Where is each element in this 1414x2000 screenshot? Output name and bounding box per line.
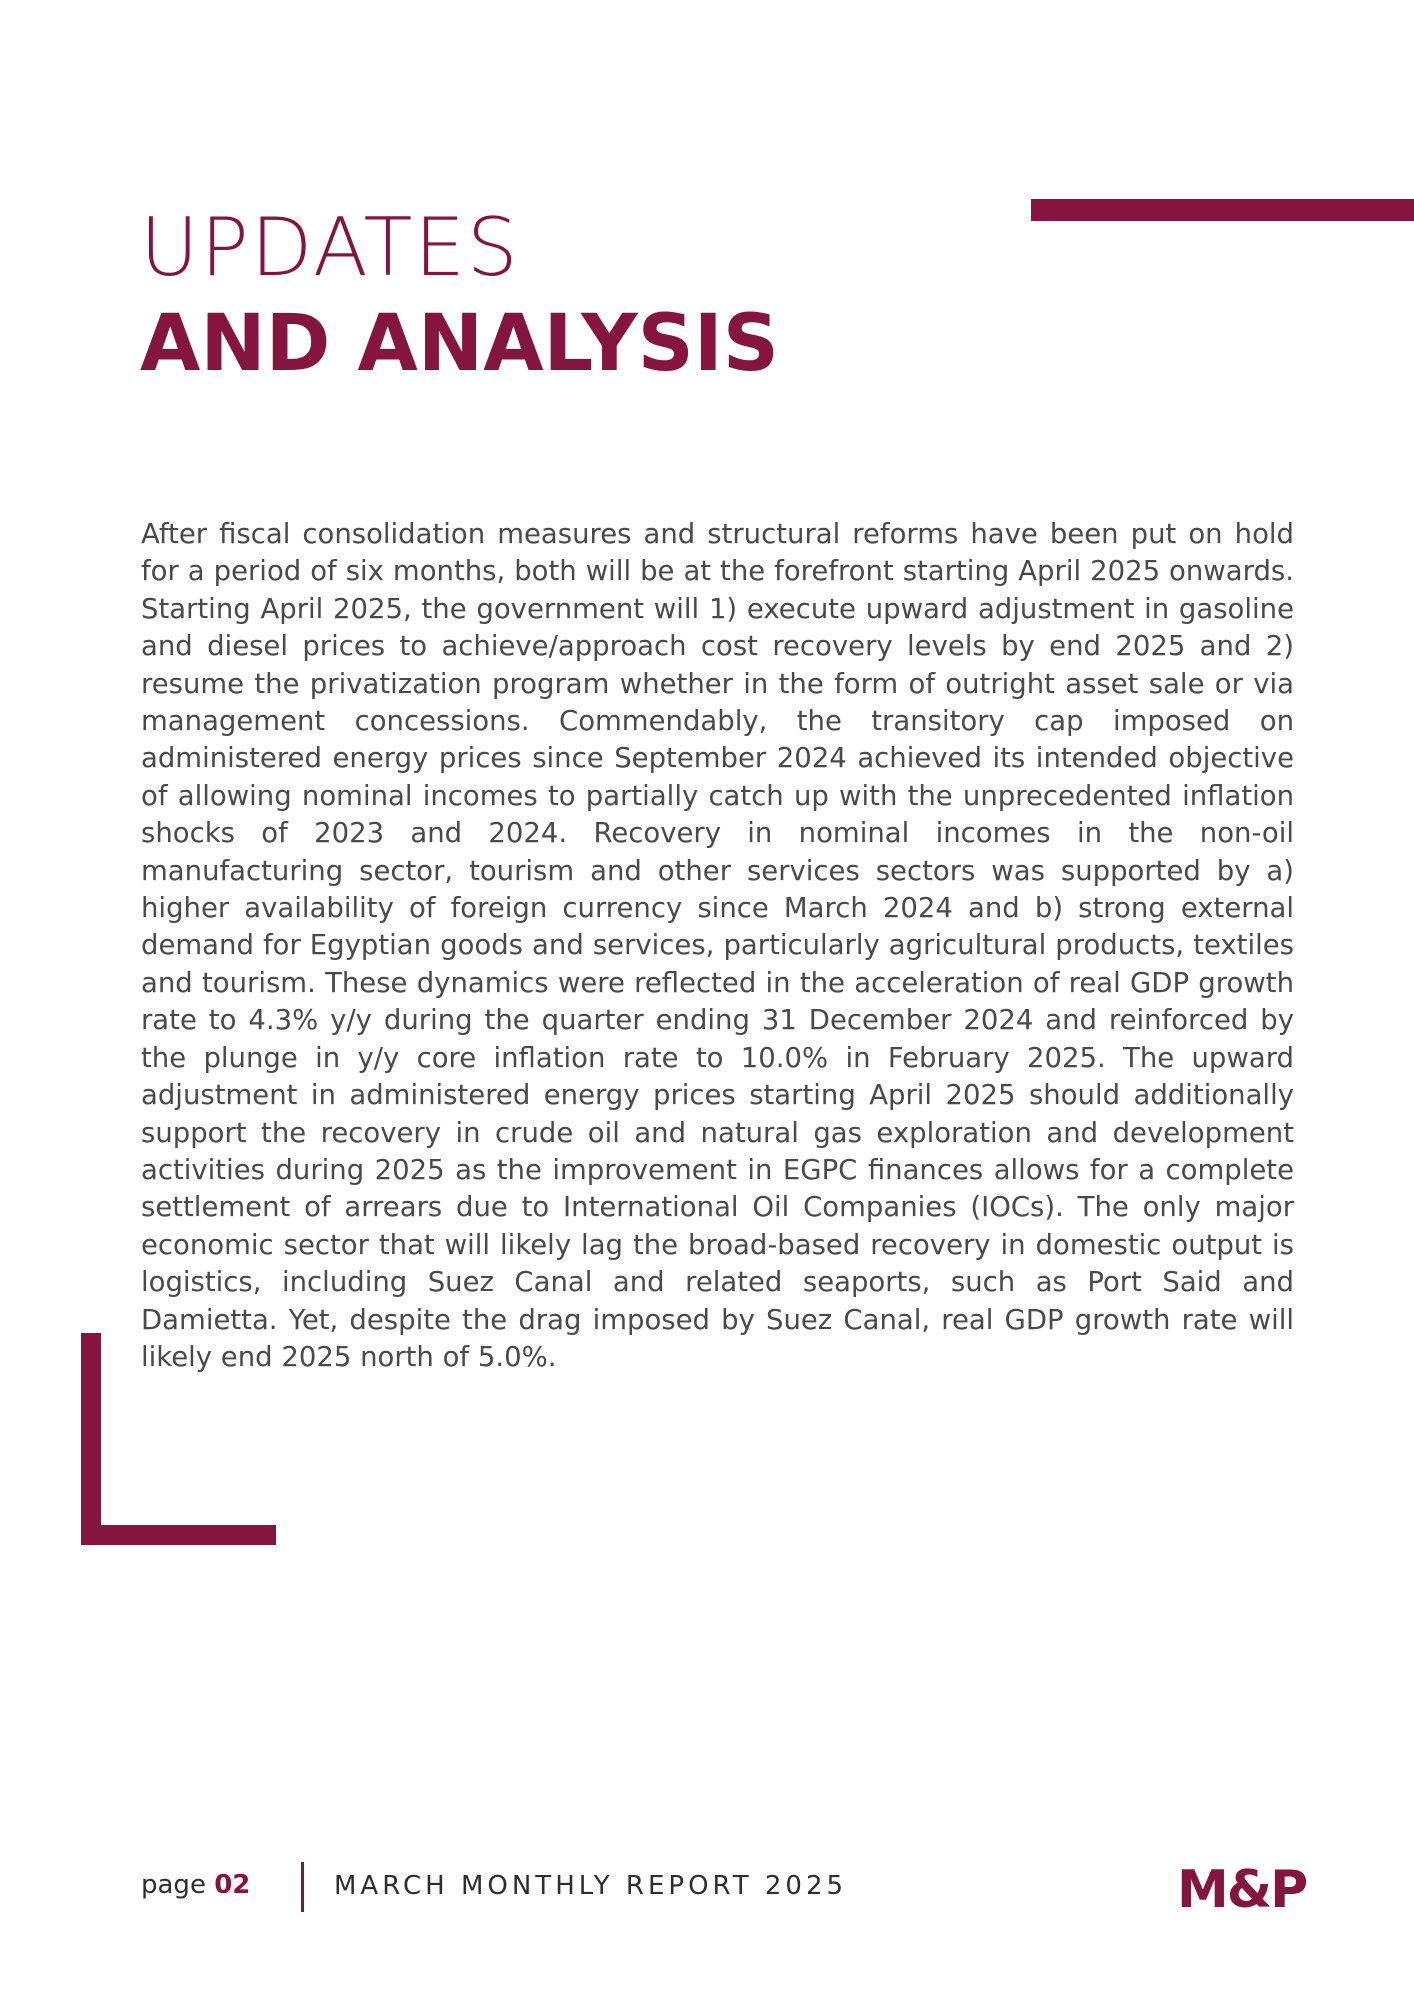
page-footer bbox=[141, 1860, 1361, 1920]
heading-and-analysis: AND ANALYSIS bbox=[140, 299, 779, 389]
heading-updates: UPDATES bbox=[140, 201, 520, 294]
footer-divider bbox=[301, 1862, 304, 1912]
corner-bracket-vertical bbox=[81, 1333, 101, 1545]
analysis-paragraph: After fiscal consolidation measures and structural reforms have been put on hold for a period of six months, both will be at the forefront starting April 2025 onwards. Starting April 2025, the government will 1) execute upward adjustment in gasoline and diesel prices to achieve/approach cost recovery levels by end 2025 and 2) resume the privatization program whether in the form of outright asset sale or via management concessions. Commendably, the transitory cap imposed on administered energy prices since September 2024 achieved its intended objective of allowing nominal incomes to partially catch up with the unprecedented inflation shocks of 2023 and 2024. Recovery in nominal incomes in the non-oil manufacturing sector, tourism and other services sectors was supported by a) higher availability of foreign currency since March 2024 and b) strong external demand for Egyptian goods and services, particularly agricultural products, textiles and tourism. These dynamics were reflected in the acceleration of real GDP growth rate to 4.3% y/y during the quarter ending 31 December 2024 and reinforced by the plunge in y/y core inflation rate to 10.0% in February 2025. The upward adjustment in administered energy prices starting April 2025 should additionally support the recovery in crude oil and natural gas exploration and development activities during 2025 as the improvement in EGPC finances allows for a complete settlement of arrears due to International Oil Companies (IOCs). The only major economic sector that will likely lag the broad-based recovery in domestic output is logistics, including Suez Canal and related seaports, such as Port Said and Damietta. Yet, despite the drag imposed by Suez Canal, real GDP growth rate will likely end 2025 north of 5.0%. bbox=[141, 518, 1294, 1373]
page-indicator bbox=[141, 1870, 250, 1900]
page-heading bbox=[140, 200, 779, 392]
page-number: 02 bbox=[214, 1870, 251, 1900]
top-accent-bar bbox=[1031, 199, 1414, 221]
corner-bracket-horizontal bbox=[81, 1525, 276, 1545]
report-title: MARCH MONTHLY REPORT 2025 bbox=[334, 1871, 848, 1901]
company-logo: M&P bbox=[1177, 1860, 1307, 1920]
page-label: page bbox=[141, 1870, 206, 1900]
